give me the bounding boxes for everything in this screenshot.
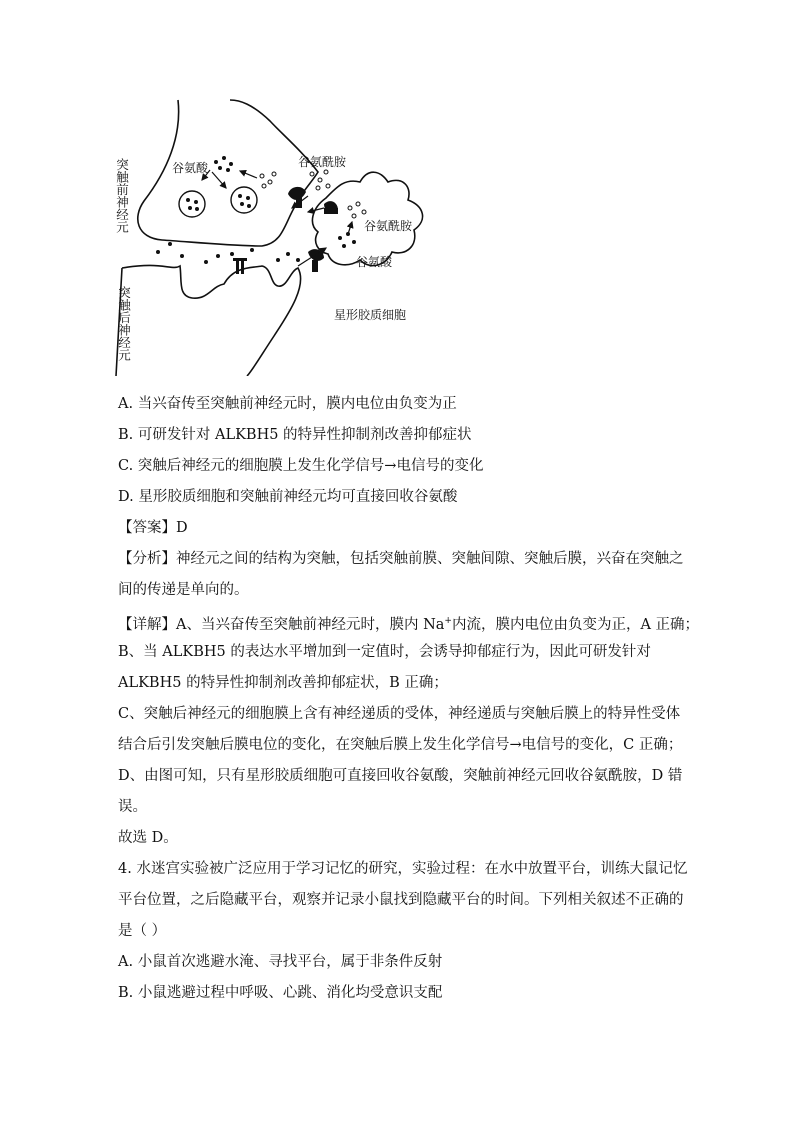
detail-line-6: D、由图可知，只有星形胶质细胞可直接回收谷氨酸，突触前神经元回收谷氨酰胺，D 错 [118,768,683,784]
option-d: D. 星形胶质细胞和突触前神经元均可直接回收谷氨酸 [118,489,458,505]
option-c: C. 突触后神经元的细胞膜上发生化学信号→电信号的变化 [118,458,484,474]
option-b: B. 可研发针对 ALKBH5 的特异性抑制剂改善抑郁症状 [118,427,472,443]
detail-line-2: B、当 ALKBH5 的表达水平增加到一定值时，会诱导抑郁症行为，因此可研发针对 [118,644,651,660]
question4-line-1: 4. 水迷宫实验被广泛应用于学习记忆的研究，实验过程：在水中放置平台，训练大鼠记忆 [118,861,688,877]
question4-line-3: 是（ ） [118,923,167,939]
analysis-line-2: 间的传递是单向的。 [118,582,249,598]
astrocyte-transporter-bottom [308,249,324,272]
label-post-neuron: 突触后神经元 [116,286,132,361]
synaptic-vesicle [231,187,257,213]
label-glutamate-pre: 谷氨酸 [172,161,209,175]
glutamate-cluster [214,156,233,172]
sodium-charge-sup: + [444,616,452,626]
detail-line-3: ALKBH5 的特异性抑制剂改善抑郁症状，B 正确； [118,675,448,691]
label-pre-neuron: 突触前神经元 [114,158,130,233]
detail-line-1-post: 内流，膜内电位由负变为正，A 正确； [451,616,700,633]
question4-option-b: B. 小鼠逃避过程中呼吸、心跳、消化均受意识支配 [118,985,443,1001]
synaptic-vesicle [179,191,205,217]
synapse-diagram [112,96,442,376]
astrocyte-transporter-top [324,201,338,214]
postsynaptic-membrane [116,265,301,376]
label-astrocyte: 星形胶质细胞 [334,308,407,322]
question4-line-2: 平台位置，之后隐藏平台，观察并记录小鼠找到隐藏平台的时间。下列相关叙述不正确的 [118,892,684,908]
label-glutamine-astro: 谷氨酰胺 [364,219,413,233]
detail-line-4: C、突触后神经元的细胞膜上含有神经递质的受体，神经递质与突触后膜上的特异性受体 [118,706,681,722]
question4-option-a: A. 小鼠首次逃避水淹、寻找平台，属于非条件反射 [118,954,443,970]
answer-line: 【答案】D [118,520,188,536]
option-a: A. 当兴奋传至突触前神经元时，膜内电位由负变为正 [118,396,457,412]
label-glutamate-astro: 谷氨酸 [356,255,393,269]
presynaptic-membrane [138,100,318,246]
detail-line-1-pre: 【详解】A、当兴奋传至突触前神经元时，膜内 Na [118,616,445,633]
detail-line-7: 误。 [118,799,147,815]
detail-line-5: 结合后引发突触后膜电位的变化，在突触后膜上发生化学信号→电信号的变化，C 正确； [118,737,683,753]
analysis-line-1: 【分析】神经元之间的结构为突触，包括突触前膜、突触间隙、突触后膜，兴奋在突触之 [118,551,684,567]
detail-line-1 [118,611,699,635]
conclusion-line: 故选 D。 [118,830,178,846]
label-glutamine-top: 谷氨酰胺 [298,155,347,169]
